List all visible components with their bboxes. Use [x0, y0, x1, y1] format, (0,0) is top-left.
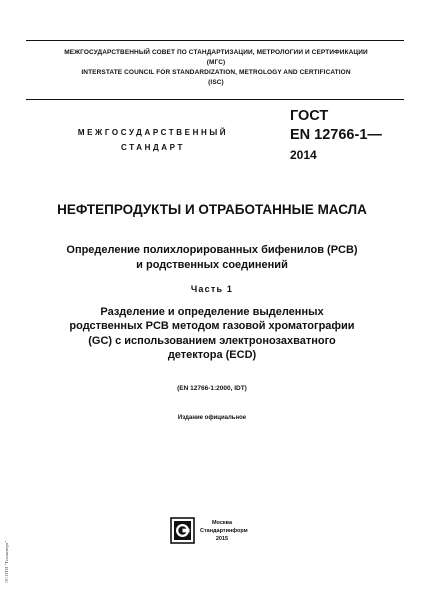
- identity-reference: (EN 12766-1:2000, IDT): [177, 385, 247, 392]
- document-subtitle: [30, 243, 394, 272]
- standartinform-logo-icon: [170, 517, 195, 544]
- designation-prefix: ГОСТ: [290, 108, 329, 124]
- standard-type-line-1: МЕЖГОСУДАРСТВЕННЫЙ: [77, 128, 229, 137]
- side-stamp: ЭС НТИ "Техэксперт": [4, 540, 9, 583]
- council-header: [30, 48, 402, 88]
- council-name-en: INTERSTATE COUNCIL FOR STANDARDIZATION, METROLOGY AND CERTIFICATION: [81, 69, 351, 76]
- publisher-year: 2015: [215, 536, 229, 542]
- part-label: Часть 1: [190, 284, 234, 294]
- publisher-block: [200, 519, 248, 543]
- document-title: НЕФТЕПРОДУКТЫ И ОТРАБОТАННЫЕ МАСЛА: [57, 202, 367, 217]
- publisher-name: Стандартинформ: [200, 528, 248, 534]
- standard-designation: [290, 107, 400, 165]
- edition-label: Издание официальное: [177, 415, 247, 421]
- council-abbr-en: (ISC): [208, 79, 224, 86]
- top-rule: [26, 40, 404, 41]
- part-title-line-1: Разделение и определение выделенных: [100, 306, 324, 318]
- part-title-line-4: детектора (ECD): [167, 348, 257, 361]
- designation-code: EN 12766-1—: [290, 127, 382, 143]
- council-name-ru: МЕЖГОСУДАРСТВЕННЫЙ СОВЕТ ПО СТАНДАРТИЗАЦИИ, МЕТРОЛОГИИ И СЕРТИФИКАЦИИ: [64, 49, 368, 56]
- header-rule: [26, 99, 404, 100]
- standard-type-line-2: СТАНДАРТ: [121, 143, 185, 152]
- subtitle-line-1: Определение полихлорированных бифенилов (PCB): [66, 244, 358, 256]
- part-title: [20, 305, 404, 362]
- part-title-line-3: (GC) с использованием электронозахватного: [88, 334, 336, 347]
- part-title-line-2: родственных PCB методом газовой хроматографии: [69, 320, 355, 333]
- subtitle-line-2: и родственных соединений: [136, 258, 288, 271]
- standard-type: [58, 125, 248, 155]
- designation-year: 2014: [290, 148, 317, 162]
- council-abbr-ru: (МГС): [206, 59, 226, 66]
- publisher-city: Москва: [211, 520, 233, 526]
